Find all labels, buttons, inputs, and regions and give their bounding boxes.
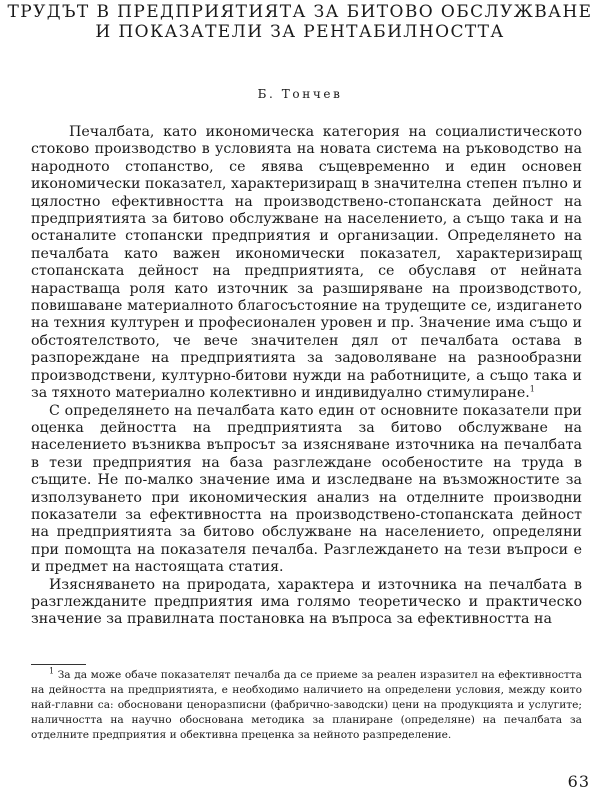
author-name: Б. Тончев — [257, 87, 343, 101]
title-line-2: И ПОКАЗАТЕЛИ ЗА РЕНТАБИЛНОСТТА — [95, 22, 505, 42]
footnote-text: За да може обаче показателят печалба да се приеме за реален изразител на ефективността на дейността на предприятията, е необходимо наличието на определени условия, между които най-главни са: обосновани ценоразписни (фабрично-заводски) цени на продукцията и услугите; наличността на научно обоснована методика за планиране (определяне) на печалбата за отделните предприятия и обективна преценка за нейното разпределение. — [31, 669, 582, 741]
footnote-divider — [31, 664, 86, 665]
paragraph-3: Изясняването на природата, характера и източника на печалбата в разглежданите предприятия има голямо теоретическо и практическо значение за правилната постановка на въпроса за ефективността на — [31, 576, 582, 628]
footnote-marker: 1 — [49, 666, 55, 676]
paragraph-2: С определянето на печалбата като един от основните показатели при оценка дейността на предприятията за битово обслужване на населението възниква въпросът за изясняване източника на печалбата в тези предприятия на база разглеждане особеностите на труда в същите. Не по-малко значение има и изследване на възможностите за използуването при икономическия анализ на отделните производни показатели за ефективността на производствено-стопанската дейност на предприятията за битово обслужване на населението, определяни при помощта на показателя печалба. Разглеждането на тези въпроси е и предмет на настоящата статия. — [31, 402, 582, 576]
footnote — [31, 668, 582, 743]
article-title — [0, 2, 600, 42]
footnote-reference: 1 — [529, 384, 535, 394]
paragraph-1-text: Печалбата, като икономическа категория на социалистическото стоково производство в условията на новата система на ръководство на народното стопанство, се явява същевременно и един основен икономически показател, характеризиращ в значителна степен пълно и цялостно ефективността на производствено-стопанската дейност на предприятията за битово обслужване на населението, а също така и на останалите стопански предприятия и организации. Определянето на печалбата като важен икономически показател, характеризиращ стопанската дейност на предприятията, се обуславя от нейната нарастваща роля като източник за разширяване на производството, повишаване материалното благосъстояние на трудещите се, издигането на техния културен и професионален уровен и пр. Значение има също и обстоятелството, че вече значителен дял от печалбата остава в разпореждане на предприятията за задоволяване на разнообразни производствени, културно-битови нужди на работниците, а също така и за тяхното материално колективно и индивидуално стимулиране. — [31, 124, 582, 402]
article-body — [31, 124, 582, 629]
title-line-1: ТРУДЪТ В ПРЕДПРИЯТИЯТА ЗА БИТОВО ОБСЛУЖВАНЕ — [7, 2, 593, 22]
paragraph-1 — [31, 124, 582, 403]
page-number: 63 — [567, 772, 590, 791]
